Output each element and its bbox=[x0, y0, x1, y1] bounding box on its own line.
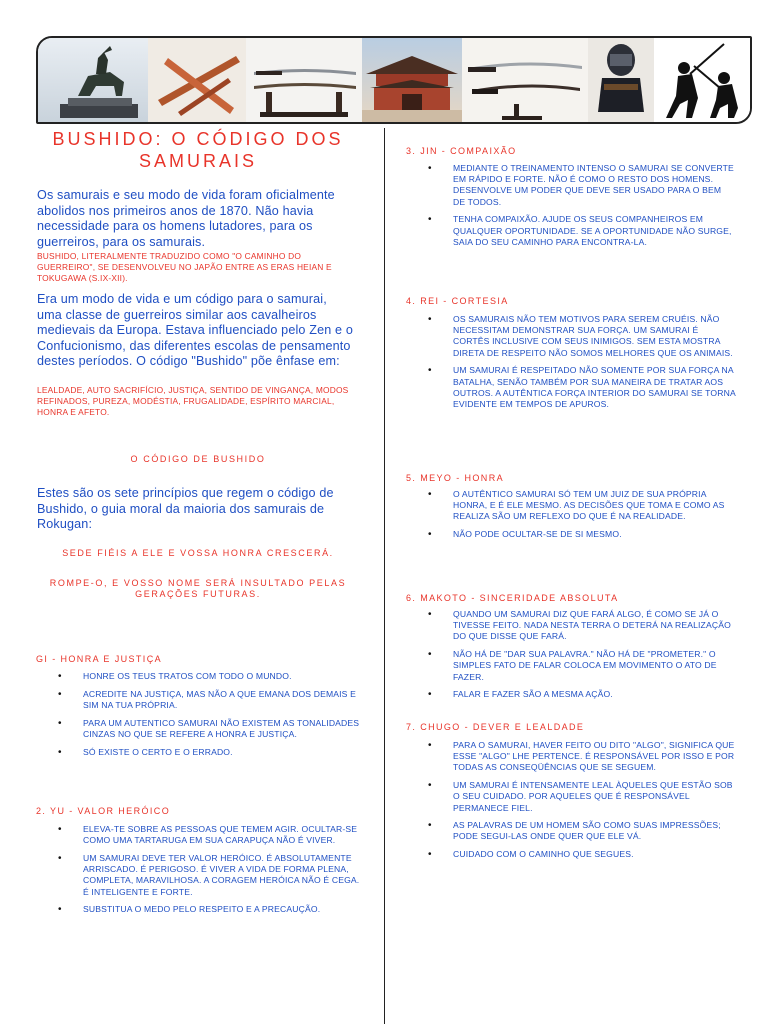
list-item: • O AUTÊNTICO SAMURAI SÓ TEM UM JUIZ DE SUA PRÓPRIA HONRA, E É ELE MESMO. AS DECISÕES QUE TOMA E COMO AS REALIZA SÃO UM REFLEXO DO QUE É NA REALIDADE. bbox=[406, 489, 736, 523]
list-item: • OS SAMURAIS NÃO TEM MOTIVOS PARA SEREM CRUÉIS. NÃO NECESSITAM DEMONSTRAR SUA FORÇA. UM SAMURAI É CORTÊS INCLUSIVE COM SEUS INIMIGOS. SEM ESTA MOSTRA DIRETA DE RESPEITO NÃO SOMOS MELHORES QUE OS ANIMAIS. bbox=[406, 314, 736, 359]
quote-broken: ROMPE-O, E VOSSO NOME SERÁ INSULTADO PELAS GERAÇÕES FUTURAS. bbox=[49, 578, 347, 599]
section-list bbox=[406, 740, 736, 860]
section-title: GI - HONRA E JUSTIÇA bbox=[36, 654, 163, 664]
list-item: • SUBSTITUA O MEDO PELO RESPEITO E A PRECAUÇÃO. bbox=[36, 904, 362, 915]
list-item: • PARA O SAMURAI, HAVER FEITO OU DITO "ALGO", SIGNIFICA QUE ESSE "ALGO" LHE PERTENCE. É RESPONSÁVEL POR ISSO E POR TODAS AS CONSEQÜÊNCIAS QUE SE SEGUEM. bbox=[406, 740, 736, 774]
list-item: • QUANDO UM SAMURAI DIZ QUE FARÁ ALGO, É COMO SE JÁ O TIVESSE FEITO. NADA NESTA TERRA O DETERÁ NA REALIZAÇÃO DO QUE DISSE QUE FARÁ. bbox=[406, 609, 736, 643]
column-divider bbox=[384, 128, 385, 1024]
section-gi bbox=[36, 654, 362, 764]
list-item: • UM SAMURAI DEVE TER VALOR HERÓICO. É ABSOLUTAMENTE ARRISCADO. É PERIGOSO. É VIVER A VIDA DE FORMA PLENA, COMPLETA, MARAVILHOSA. A CORAGEM HERÓICA NÃO É CEGA. É INTELIGENTE E FORTE. bbox=[36, 853, 362, 898]
list-item: • SÓ EXISTE O CERTO E O ERRADO. bbox=[36, 747, 362, 758]
list-item: • UM SAMURAI É RESPEITADO NÃO SOMENTE POR SUA FORÇA NA BATALHA, SENÃO TAMBÉM POR SUA MANEIRA DE TRATAR AOS OUTROS. A AUTÊNTICA FORÇA INTERIOR DO SAMURAI SE TORNA EVIDENTE EM TEMPOS DE APUROS. bbox=[406, 365, 736, 410]
section-yu bbox=[36, 806, 362, 922]
section-title: 3. JIN - COMPAIXÃO bbox=[406, 146, 517, 156]
list-item: • AS PALAVRAS DE UM HOMEM SÃO COMO SUAS IMPRESSÕES; PODE SEGUI-LAS ONDE QUER QUE ELE VÁ. bbox=[406, 820, 736, 842]
list-item: • ACREDITE NA JUSTIÇA, MAS NÃO A QUE EMANA DOS DEMAIS E SIM NA TUA PRÓPRIA. bbox=[36, 689, 362, 711]
japanese-temple-image bbox=[362, 38, 462, 122]
page-title: BUSHIDO: O CÓDIGO DOS SAMURAIS bbox=[52, 129, 344, 171]
section-chugo bbox=[406, 722, 736, 867]
section-title: 4. REI - CORTESIA bbox=[406, 296, 509, 306]
section-makoto bbox=[406, 593, 736, 707]
samurai-statue-image bbox=[38, 38, 148, 122]
section-list bbox=[406, 314, 736, 410]
section-title: 6. MAKOTO - SINCERIDADE ABSOLUTA bbox=[406, 593, 619, 603]
list-item: • HONRE OS TEUS TRATOS COM TODO O MUNDO. bbox=[36, 671, 362, 682]
wooden-swords-image bbox=[148, 38, 246, 122]
section-meyo bbox=[406, 473, 736, 547]
intro-paragraph-2: Era um modo de vida e um código para o samurai, uma classe de guerreiros similar aos cavalheiros medievais da Europa. Estava influenciado pelo Zen e o Confucionismo, das diferentes escolas de pensamento destes períodos. O código "Bushido" põe ênfase em: bbox=[37, 292, 353, 368]
katana-on-stand-image bbox=[246, 38, 362, 122]
section-list bbox=[36, 671, 362, 758]
list-item: • ELEVA-TE SOBRE AS PESSOAS QUE TEMEM AGIR. OCULTAR-SE COMO UMA TARTARUGA EM SUA CARAPUÇA NÃO É VIVER. bbox=[36, 824, 362, 846]
list-item: • MEDIANTE O TREINAMENTO INTENSO O SAMURAI SE CONVERTE EM RÁPIDO E FORTE. NÃO É COMO O RESTO DOS HOMENS. DESENVOLVE UM PODER QUE DEVE SER USADO PARA O BEM DE TODOS. bbox=[406, 163, 736, 208]
list-item: • PARA UM AUTENTICO SAMURAI NÃO EXISTEM AS TONALIDADES CINZAS NO QUE SE REFERE A HONRA E JUSTIÇA. bbox=[36, 718, 362, 740]
section-list bbox=[36, 824, 362, 915]
section-list bbox=[406, 489, 736, 540]
code-heading: O CÓDIGO DE BUSHIDO bbox=[130, 454, 266, 464]
list-item: • UM SAMURAI É INTENSAMENTE LEAL ÀQUELES QUE ESTÃO SOB O SEU CUIDADO. POR AQUELES QUE É RESPONSÁVEL PERMANECE FIEL. bbox=[406, 780, 736, 814]
list-item: • FALAR E FAZER SÃO A MESMA AÇÃO. bbox=[406, 689, 736, 700]
bushido-definition-note: BUSHIDO, LITERALMENTE TRADUZIDO COMO "O CAMINHO DO GUERREIRO", SE DESENVOLVEU NO JAPÃO ENTRE AS ERAS HEIAN E TOKUGAWA (S.IX-XII). bbox=[37, 251, 332, 283]
list-item: • NÃO HÁ DE "DAR SUA PALAVRA." NÃO HÁ DE "PROMETER." O SIMPLES FATO DE FALAR COLOCA EM MOVIMENTO O ATO DE FAZER. bbox=[406, 649, 736, 683]
principles-paragraph: Estes são os sete princípios que regem o código de Bushido, o guia moral da maioria dos samurais de Rokugan: bbox=[37, 486, 334, 531]
kendo-armor-image bbox=[588, 38, 654, 122]
list-item: • NÃO PODE OCULTAR-SE DE SI MESMO. bbox=[406, 529, 736, 540]
section-list bbox=[406, 163, 736, 248]
section-list bbox=[406, 609, 736, 700]
header-image-banner bbox=[36, 36, 752, 124]
section-title: 5. MEYO - HONRA bbox=[406, 473, 505, 483]
list-item: • TENHA COMPAIXÃO. AJUDE OS SEUS COMPANHEIROS EM QUALQUER OPORTUNIDADE. SE A OPORTUNIDADE NÃO SURGE, SAIA DO SEU CAMINHO PARA ENCONTRA-LA. bbox=[406, 214, 736, 248]
section-jin bbox=[406, 146, 736, 254]
section-rei bbox=[406, 296, 736, 417]
section-title: 2. YU - VALOR HERÓICO bbox=[36, 806, 171, 816]
quote-faithful: SEDE FIÉIS A ELE E VOSSA HONRA CRESCERÁ. bbox=[62, 548, 334, 558]
katana-pair-image bbox=[462, 38, 588, 122]
intro-paragraph-1: Os samurais e seu modo de vida foram oficialmente abolidos nos primeiros anos de 1870. Não havia necessidade para os homens lutadores, para os guerreiros, para os samurais. bbox=[37, 188, 335, 249]
list-item: • CUIDADO COM O CAMINHO QUE SEGUES. bbox=[406, 849, 736, 860]
section-title: 7. CHUGO - DEVER E LEALDADE bbox=[406, 722, 585, 732]
fighting-silhouettes-image bbox=[654, 38, 750, 122]
virtues-note: LEALDADE, AUTO SACRIFÍCIO, JUSTIÇA, SENTIDO DE VINGANÇA, MODOS REFINADOS, PUREZA, MODÉSTIA, FRUGALIDADE, ESPÍRITO MARCIAL, HONRA E AFETO. bbox=[37, 385, 349, 417]
